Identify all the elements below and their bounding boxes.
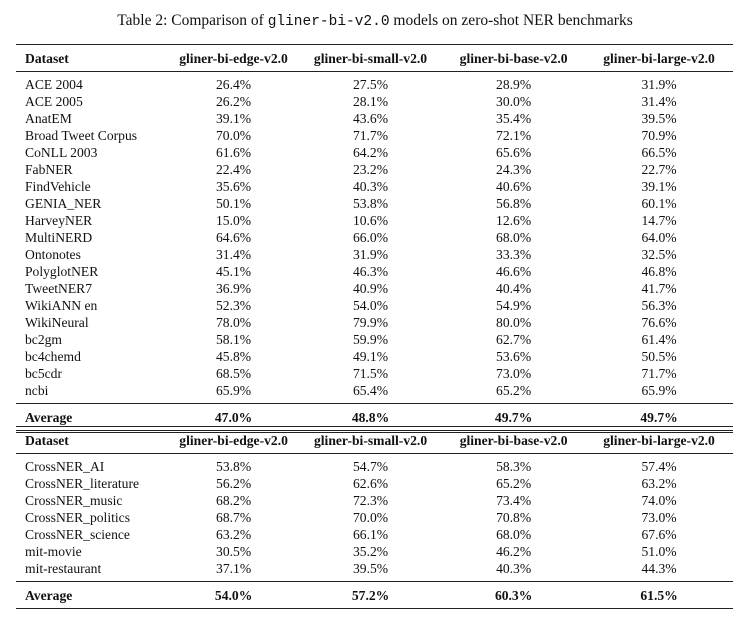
score-cell: 39.5% (641, 111, 677, 126)
table-row (16, 161, 733, 178)
score-cell: 39.1% (215, 111, 252, 126)
table-row (16, 280, 733, 297)
score-cell: 30.0% (496, 94, 532, 109)
average-score-cell: 47.0% (168, 404, 299, 432)
dataset-name: mit-restaurant (25, 561, 102, 576)
score-cell: 66.0% (352, 230, 389, 245)
average-score-cell: 49.7% (585, 404, 733, 432)
score-cell: 31.4% (641, 94, 677, 109)
score-cell: 62.6% (353, 476, 389, 491)
score-cell: 70.0% (353, 510, 389, 525)
benchmark-table-bottom (16, 426, 733, 609)
score-cell: 61.4% (641, 332, 677, 347)
table-header-row (16, 427, 733, 454)
dataset-name: FindVehicle (25, 179, 91, 194)
score-cell: 28.1% (352, 94, 389, 109)
average-score-cell: 61.5% (585, 582, 733, 609)
dataset-name: CrossNER_science (25, 527, 130, 542)
score-cell: 35.4% (496, 111, 532, 126)
score-cell: 56.8% (496, 196, 532, 211)
score-cell: 31.9% (641, 77, 677, 92)
score-cell: 50.5% (641, 349, 677, 364)
header-edge: gliner-bi-edge-v2.0 (168, 427, 299, 454)
score-cell: 50.1% (215, 196, 252, 211)
dataset-name: GENIA_NER (25, 196, 102, 211)
score-cell: 45.8% (215, 349, 252, 364)
dataset-name: CrossNER_AI (25, 459, 105, 474)
score-cell: 76.6% (641, 315, 677, 330)
header-base: gliner-bi-base-v2.0 (442, 45, 585, 72)
dataset-name: PolyglotNER (25, 264, 99, 279)
table-row (16, 475, 733, 492)
score-cell: 40.3% (496, 561, 532, 576)
dataset-name: bc4chemd (25, 349, 81, 364)
header-small: gliner-bi-small-v2.0 (299, 427, 442, 454)
score-cell: 40.6% (496, 179, 532, 194)
score-cell: 59.9% (352, 332, 389, 347)
score-cell: 60.1% (641, 196, 677, 211)
table-row (16, 382, 733, 399)
score-cell: 68.0% (496, 230, 532, 245)
score-cell: 73.4% (496, 493, 532, 508)
table-row (16, 348, 733, 365)
score-cell: 32.5% (641, 247, 677, 262)
header-base: gliner-bi-base-v2.0 (442, 427, 585, 454)
score-cell: 53.8% (352, 196, 389, 211)
score-cell: 56.3% (641, 298, 677, 313)
table-caption (0, 12, 750, 30)
score-cell: 57.4% (641, 459, 677, 474)
score-cell: 65.4% (352, 383, 389, 398)
score-cell: 68.7% (216, 510, 252, 525)
dataset-name: mit-movie (25, 544, 82, 559)
score-cell: 40.3% (352, 179, 389, 194)
score-cell: 70.0% (215, 128, 252, 143)
score-cell: 39.1% (641, 179, 677, 194)
table-row (16, 76, 733, 93)
dataset-name: HarveyNER (25, 213, 93, 228)
score-cell: 40.9% (352, 281, 389, 296)
score-cell: 14.7% (641, 213, 677, 228)
score-cell: 40.4% (496, 281, 532, 296)
table-row (16, 331, 733, 348)
score-cell: 65.6% (496, 145, 532, 160)
score-cell: 70.9% (641, 128, 677, 143)
table-row (16, 195, 733, 212)
header-large: gliner-bi-large-v2.0 (585, 45, 733, 72)
table-row (16, 543, 733, 560)
score-cell: 54.9% (496, 298, 532, 313)
score-cell: 49.1% (352, 349, 389, 364)
table-row (16, 297, 733, 314)
score-cell: 71.7% (352, 128, 389, 143)
score-cell: 63.2% (216, 527, 252, 542)
dataset-name: Broad Tweet Corpus (25, 128, 138, 143)
header-small: gliner-bi-small-v2.0 (299, 45, 442, 72)
score-cell: 67.6% (641, 527, 677, 542)
table-row (16, 127, 733, 144)
score-cell: 31.9% (352, 247, 389, 262)
score-cell: 31.4% (215, 247, 252, 262)
score-cell: 22.4% (215, 162, 252, 177)
score-cell: 72.3% (353, 493, 389, 508)
table-row (16, 229, 733, 246)
score-cell: 70.8% (496, 510, 532, 525)
score-cell: 74.0% (641, 493, 677, 508)
table-row (16, 314, 733, 331)
score-cell: 64.0% (641, 230, 677, 245)
benchmark-table-top (16, 44, 733, 433)
dataset-name: AnatEM (25, 111, 72, 126)
score-cell: 71.7% (641, 366, 677, 381)
score-cell: 72.1% (496, 128, 532, 143)
dataset-name: WikiNeural (25, 315, 89, 330)
score-cell: 39.5% (353, 561, 389, 576)
score-cell: 27.5% (352, 77, 389, 92)
table-row (16, 178, 733, 195)
score-cell: 46.6% (496, 264, 532, 279)
score-cell: 58.1% (215, 332, 252, 347)
table-row (16, 93, 733, 110)
caption-suffix: models on zero-shot NER benchmarks (389, 12, 633, 29)
score-cell: 30.5% (216, 544, 252, 559)
score-cell: 37.1% (216, 561, 252, 576)
header-dataset: Dataset (16, 427, 168, 454)
average-score-cell: 60.3% (442, 582, 585, 609)
header-edge: gliner-bi-edge-v2.0 (168, 45, 299, 72)
score-cell: 54.7% (353, 459, 389, 474)
average-score-cell: 57.2% (299, 582, 442, 609)
score-cell: 52.3% (215, 298, 252, 313)
score-cell: 56.2% (216, 476, 252, 491)
score-cell: 36.9% (215, 281, 252, 296)
score-cell: 26.4% (215, 77, 252, 92)
dataset-name: MultiNERD (25, 230, 93, 245)
score-cell: 65.2% (496, 476, 532, 491)
dataset-name: CrossNER_music (25, 493, 123, 508)
table-row (16, 144, 733, 161)
score-cell: 22.7% (641, 162, 677, 177)
dataset-name: TweetNER7 (25, 281, 92, 296)
dataset-name: ACE 2004 (25, 77, 83, 92)
score-cell: 46.8% (641, 264, 677, 279)
average-score-cell: 49.7% (442, 404, 585, 432)
dataset-name: bc2gm (25, 332, 62, 347)
score-cell: 45.1% (215, 264, 252, 279)
score-cell: 26.2% (215, 94, 252, 109)
dataset-name: Ontonotes (25, 247, 81, 262)
score-cell: 63.2% (641, 476, 677, 491)
score-cell: 78.0% (215, 315, 252, 330)
table-row (16, 458, 733, 475)
average-score-cell: 54.0% (168, 582, 299, 609)
dataset-name: WikiANN en (25, 298, 98, 313)
table-row (16, 110, 733, 127)
dataset-name: FabNER (25, 162, 73, 177)
score-cell: 44.3% (641, 561, 677, 576)
dataset-name: CoNLL 2003 (25, 145, 98, 160)
caption-code: gliner-bi-v2.0 (267, 14, 390, 30)
average-row (16, 582, 733, 609)
table-row (16, 492, 733, 509)
score-cell: 71.5% (352, 366, 389, 381)
caption-prefix: Table 2: Comparison of (117, 12, 268, 29)
score-cell: 15.0% (215, 213, 252, 228)
dataset-name: bc5cdr (25, 366, 62, 381)
score-cell: 46.2% (496, 544, 532, 559)
score-cell: 23.2% (352, 162, 389, 177)
score-cell: 68.0% (496, 527, 532, 542)
score-cell: 53.6% (496, 349, 532, 364)
score-cell: 46.3% (352, 264, 389, 279)
score-cell: 58.3% (496, 459, 532, 474)
table-row (16, 212, 733, 229)
score-cell: 24.3% (496, 162, 532, 177)
score-cell: 79.9% (352, 315, 389, 330)
table-row (16, 246, 733, 263)
average-score-cell: 48.8% (299, 404, 442, 432)
table-header-row (16, 45, 733, 72)
table-row (16, 560, 733, 577)
score-cell: 65.9% (215, 383, 252, 398)
score-cell: 43.6% (352, 111, 389, 126)
score-cell: 66.5% (641, 145, 677, 160)
score-cell: 66.1% (353, 527, 389, 542)
score-cell: 51.0% (641, 544, 677, 559)
score-cell: 41.7% (641, 281, 677, 296)
table-row (16, 526, 733, 543)
score-cell: 10.6% (352, 213, 389, 228)
score-cell: 35.6% (215, 179, 252, 194)
dataset-name: CrossNER_literature (25, 476, 140, 491)
score-cell: 68.5% (215, 366, 252, 381)
table-row (16, 365, 733, 382)
score-cell: 61.6% (215, 145, 252, 160)
score-cell: 64.6% (215, 230, 252, 245)
dataset-name: CrossNER_politics (25, 510, 130, 525)
dataset-name: ncbi (25, 383, 49, 398)
score-cell: 65.2% (496, 383, 532, 398)
score-cell: 54.0% (352, 298, 389, 313)
score-cell: 64.2% (352, 145, 389, 160)
dataset-name: ACE 2005 (25, 94, 83, 109)
score-cell: 53.8% (216, 459, 252, 474)
average-label: Average (16, 404, 168, 432)
score-cell: 12.6% (496, 213, 532, 228)
score-cell: 68.2% (216, 493, 252, 508)
header-dataset: Dataset (16, 45, 168, 72)
score-cell: 80.0% (496, 315, 532, 330)
score-cell: 35.2% (353, 544, 389, 559)
table-row (16, 509, 733, 526)
score-cell: 28.9% (496, 77, 532, 92)
score-cell: 65.9% (641, 383, 677, 398)
average-label: Average (16, 582, 168, 609)
score-cell: 33.3% (496, 247, 532, 262)
score-cell: 73.0% (496, 366, 532, 381)
score-cell: 62.7% (496, 332, 532, 347)
header-large: gliner-bi-large-v2.0 (585, 427, 733, 454)
score-cell: 73.0% (641, 510, 677, 525)
table-row (16, 263, 733, 280)
